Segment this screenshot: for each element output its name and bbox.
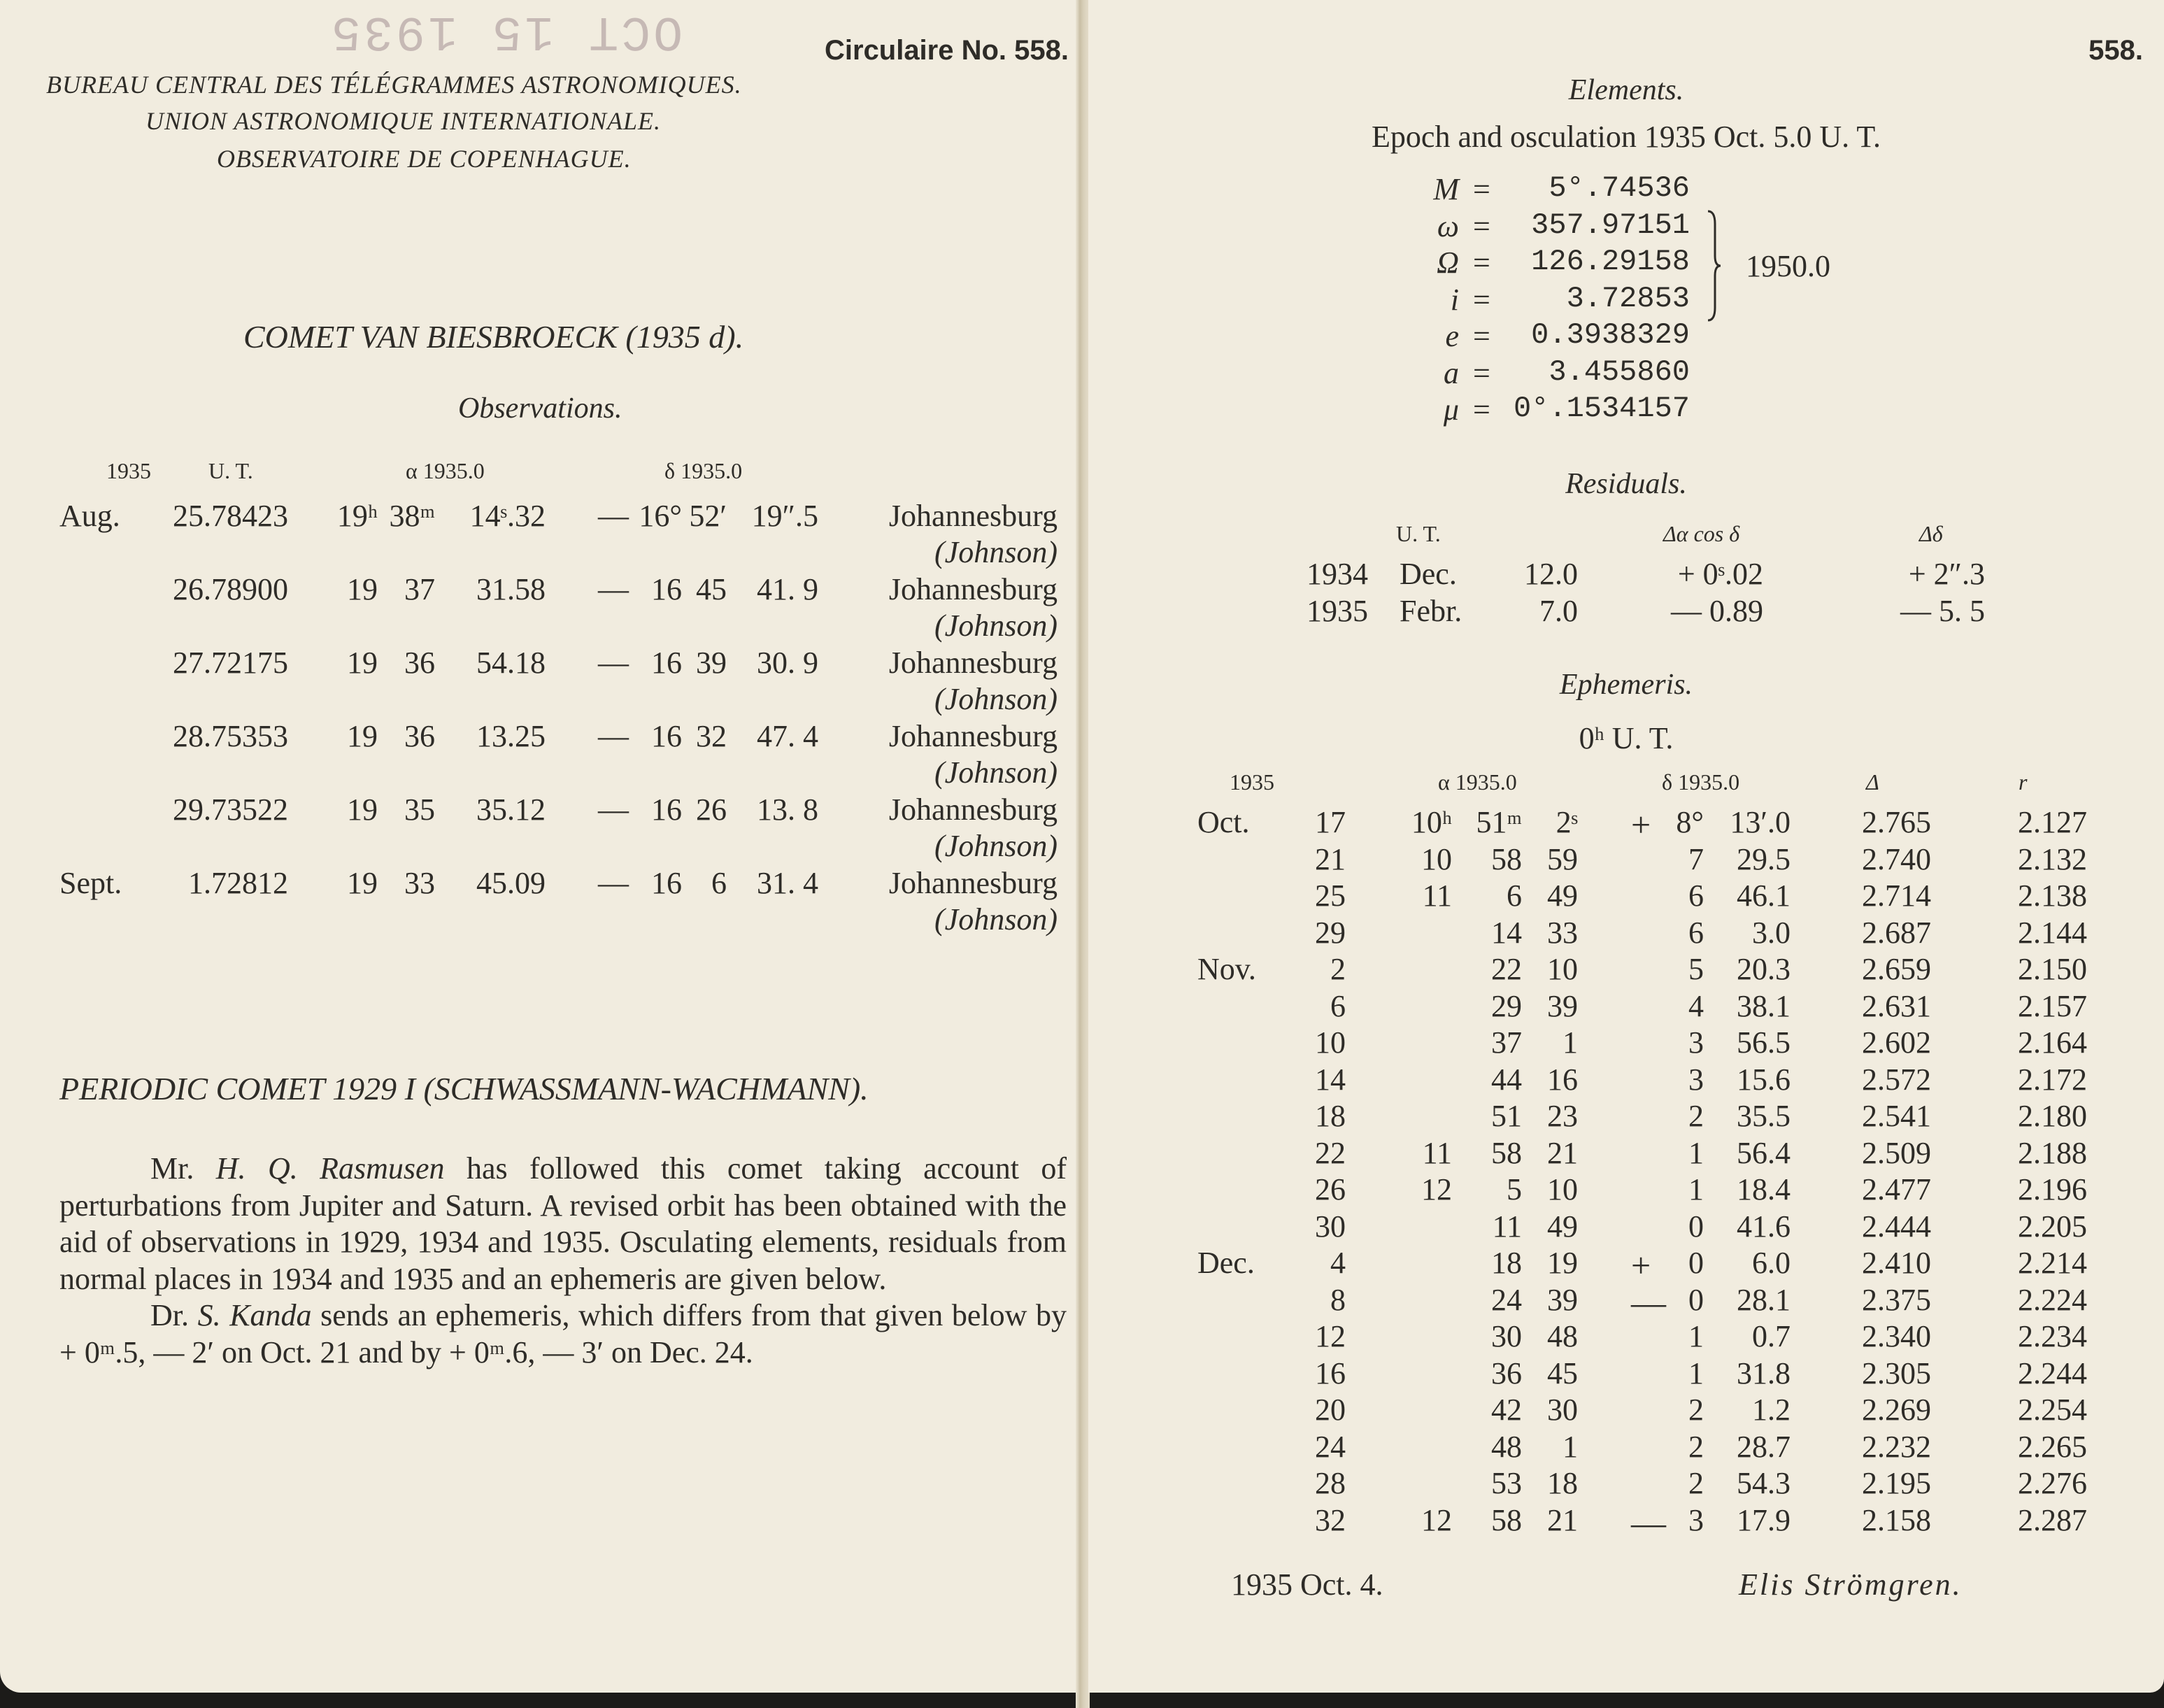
eph-day: 20 [1315,1393,1346,1427]
eph-ra-h: 11 [1422,878,1452,913]
eph-r: 2.196 [2018,1172,2087,1207]
obs-dec-s: 47. 4 [757,719,818,753]
equals-sign: = [1473,172,1490,206]
eph-day: 21 [1315,841,1346,876]
obs-day: 1.72812 [188,866,288,900]
obs-dec-sign: — [598,866,629,900]
eph-day: 2 [1330,952,1346,986]
eph-delta: 2.305 [1862,1355,1931,1390]
obs-ra-h: 19 [347,572,378,606]
eph-r: 2.205 [2018,1209,2087,1244]
eph-ra-s: 45 [1547,1355,1578,1390]
eph-dec-m: 54.3 [1737,1466,1791,1500]
obs-dec-s: 31. 4 [757,866,818,900]
obs-ra-m: 33 [404,866,435,900]
eph-dec-d: 0 [1688,1282,1704,1317]
obs-station: Johannesburg [888,499,1058,533]
obs-dec-s: 13. 8 [757,792,818,827]
obs-dec-m: 32 [696,719,727,753]
eph-ra-m: 5 [1507,1172,1522,1207]
eph-dec-m: 56.4 [1737,1135,1791,1170]
residuals-col-ddec: Δδ [1919,521,1943,546]
eph-dec-m: 38.1 [1737,988,1791,1023]
obs-ra-m: 37 [404,572,435,606]
eph-day: 29 [1315,915,1346,950]
eph-ra-s: 2ˢ [1556,805,1578,839]
obs-ra-h: 19 [347,866,378,900]
eph-dec-m: 15.6 [1737,1062,1791,1097]
eph-ra-h: 12 [1421,1502,1452,1537]
eph-day: 16 [1315,1355,1346,1390]
eph-ra-s: 39 [1547,988,1578,1023]
eph-dec-d: 1 [1688,1355,1704,1390]
obs-ra-m: 35 [404,792,435,827]
obs-station: Johannesburg [888,646,1058,680]
eph-ra-s: 49 [1547,1209,1578,1244]
eph-dec-m: 1.2 [1752,1393,1791,1427]
residual-month: Dec. [1400,557,1457,591]
eph-ra-s: 33 [1547,915,1578,950]
eph-dec-sign: + [1631,1246,1651,1285]
obs-dec-sign: — [598,719,629,753]
eph-ra-m: 51 [1491,1099,1522,1133]
obs-day: 26.78900 [173,572,288,606]
paragraph-kanda [59,1297,1067,1371]
obs-dec-d: 16 [651,572,682,606]
paragraph-prefix: Mr. [150,1151,216,1186]
eph-delta: 2.509 [1862,1135,1931,1170]
equals-sign: = [1473,319,1490,353]
obs-dec-s: 41. 9 [757,572,818,606]
eph-dec-m: 18.4 [1737,1172,1791,1207]
eph-dec-m: 56.5 [1737,1025,1791,1060]
eph-dec-m: 28.7 [1737,1429,1791,1464]
page-number: 558. [2088,35,2143,66]
eph-ra-m: 30 [1491,1319,1522,1353]
obs-station: Johannesburg [888,866,1058,900]
eph-delta: 2.765 [1862,805,1931,839]
eph-ra-m: 53 [1491,1466,1522,1500]
ephemeris-title: Ephemeris. [1559,669,1693,701]
obs-dec-sign: — [598,572,629,606]
eph-dec-m: 41.6 [1737,1209,1791,1244]
eph-dec-sign: — [1631,1502,1666,1542]
obs-dec-d: 16° [639,499,682,533]
eph-dec-sign: + [1631,805,1651,844]
eph-dec-d: 0 [1688,1209,1704,1244]
eph-dec-m: 31.8 [1737,1355,1791,1390]
obs-dec-m: 26 [696,792,727,827]
residuals-col-ut: U. T. [1396,521,1441,546]
eph-delta: 2.340 [1862,1319,1931,1353]
eph-ra-h: 10ʰ [1411,805,1452,839]
eph-col-ra: α 1935.0 [1438,769,1517,795]
eph-ra-s: 39 [1547,1282,1578,1317]
eph-dec-d: 1 [1688,1135,1704,1170]
obs-ra-h: 19 [347,792,378,827]
eph-dec-d: 2 [1688,1466,1704,1500]
eph-day: 25 [1315,878,1346,913]
eph-delta: 2.375 [1862,1282,1931,1317]
obs-dec-sign: — [598,499,629,533]
eph-r: 2.188 [2018,1135,2087,1170]
eph-delta: 2.714 [1862,878,1931,913]
eph-delta: 2.740 [1862,841,1931,876]
obs-ra-s: 54.18 [476,646,546,680]
eph-r: 2.172 [2018,1062,2087,1097]
eph-ra-s: 18 [1547,1466,1578,1500]
col-header-ra: α 1935.0 [406,458,485,483]
element-value: 0.3938329 [1531,318,1690,352]
eph-r: 2.132 [2018,841,2087,876]
eph-r: 2.254 [2018,1393,2087,1427]
eph-dec-d: 3 [1688,1062,1704,1097]
element-value: 3.455860 [1549,355,1690,389]
eph-r: 2.265 [2018,1429,2087,1464]
equals-sign: = [1473,392,1490,427]
element-symbol: M [1433,172,1459,206]
obs-station: Johannesburg [888,792,1058,827]
eph-ra-h: 11 [1422,1135,1452,1170]
ephemeris-subtitle: 0ʰ U. T. [1579,721,1674,755]
element-value: 357.97151 [1531,208,1690,242]
eph-ra-s: 23 [1547,1099,1578,1133]
eph-col-r: r [2019,769,2028,795]
obs-month: Sept. [59,866,122,900]
eph-dec-m: 13′.0 [1730,805,1791,839]
obs-ra-s: 31.58 [476,572,546,606]
obs-ra-h: 19ʰ [336,499,378,533]
eph-dec-m: 6.0 [1752,1246,1791,1280]
eph-delta: 2.687 [1862,915,1931,950]
eph-day: 4 [1330,1246,1346,1280]
element-symbol: Ω [1437,245,1459,280]
eph-ra-s: 48 [1547,1319,1578,1353]
eph-dec-sign: — [1631,1282,1666,1322]
eph-delta: 2.659 [1862,952,1931,986]
eph-day: 8 [1330,1282,1346,1317]
eph-dec-d: 6 [1688,915,1704,950]
eph-delta: 2.631 [1862,988,1931,1023]
obs-dec-d: 16 [651,646,682,680]
eph-ra-s: 10 [1547,1172,1578,1207]
residual-month: Febr. [1400,594,1462,628]
eph-day: 26 [1315,1172,1346,1207]
eph-dec-d: 2 [1688,1099,1704,1133]
obs-dec-m: 52′ [689,499,727,533]
obs-observer: (Johnson) [934,755,1058,790]
eph-month: Nov. [1197,952,1256,986]
eph-ra-s: 49 [1547,878,1578,913]
eph-r: 2.244 [2018,1355,2087,1390]
col-header-dec: δ 1935.0 [664,458,743,483]
eph-delta: 2.477 [1862,1172,1931,1207]
eph-dec-m: 20.3 [1737,952,1791,986]
brace-icon [1707,210,1722,322]
obs-ra-h: 19 [347,646,378,680]
eph-r: 2.224 [2018,1282,2087,1317]
eph-ra-s: 10 [1547,952,1578,986]
eph-r: 2.150 [2018,952,2087,986]
obs-ra-m: 36 [404,719,435,753]
eph-r: 2.138 [2018,878,2087,913]
eph-dec-d: 0 [1688,1246,1704,1280]
eph-dec-m: 29.5 [1737,841,1791,876]
element-symbol: i [1450,282,1459,317]
eph-day: 32 [1315,1502,1346,1537]
eph-ra-m: 36 [1491,1355,1522,1390]
residual-day: 12.0 [1524,557,1578,591]
paragraph-prefix: Dr. [150,1298,198,1332]
eph-r: 2.287 [2018,1502,2087,1537]
eph-month: Oct. [1197,805,1250,839]
eph-ra-s: 1 [1563,1429,1578,1464]
eph-ra-m: 29 [1491,988,1522,1023]
equals-sign: = [1473,355,1490,390]
eph-col-year: 1935 [1230,769,1274,795]
paragraph-text: has followed this comet taking account of perturbations from Jupiter and Saturn. A revised orbit has been obtained with the aid of observations in 1929, 1934 and 1935. Osculating elements, residuals from normal places in 1934 and 1935 and an ephemeris are given below. [59,1151,1067,1296]
eph-ra-m: 48 [1491,1429,1522,1464]
eph-ra-s: 21 [1547,1135,1578,1170]
eph-day: 24 [1315,1429,1346,1464]
eph-ra-s: 21 [1547,1502,1578,1537]
eph-dec-m: 35.5 [1737,1099,1791,1133]
equals-sign: = [1473,208,1490,243]
eph-day: 12 [1315,1319,1346,1353]
equals-sign: = [1473,282,1490,317]
eph-r: 2.214 [2018,1246,2087,1280]
eph-r: 2.276 [2018,1466,2087,1500]
eph-delta: 2.232 [1862,1429,1931,1464]
residual-dra: + 0ˢ.02 [1677,557,1763,591]
eph-ra-m: 11 [1492,1209,1522,1244]
eph-ra-m: 22 [1491,952,1522,986]
eph-dec-m: 3.0 [1752,915,1791,950]
eph-col-dec: δ 1935.0 [1662,769,1740,795]
element-symbol: ω [1437,208,1459,243]
residuals-title: Residuals. [1565,468,1687,500]
eph-delta: 2.269 [1862,1393,1931,1427]
residual-ddec: + 2″.3 [1908,557,1985,591]
eph-day: 30 [1315,1209,1346,1244]
residual-day: 7.0 [1539,594,1578,628]
obs-day: 27.72175 [173,646,288,680]
person-name: H. Q. Rasmusen [215,1151,445,1186]
element-value: 3.72853 [1566,281,1690,315]
obs-ra-s: 35.12 [476,792,546,827]
eph-r: 2.164 [2018,1025,2087,1060]
eph-day: 6 [1330,988,1346,1023]
person-name: S. Kanda [197,1298,312,1332]
elements-title: Elements. [1568,74,1684,106]
comet1-subtitle: Observations. [458,392,622,425]
eph-day: 14 [1315,1062,1346,1097]
eph-dec-m: 28.1 [1737,1282,1791,1317]
circular-number: Circulaire No. 558. [824,35,1069,66]
comet2-text [59,1151,1067,1371]
eph-day: 28 [1315,1466,1346,1500]
eph-delta: 2.602 [1862,1025,1931,1060]
obs-ra-s: 45.09 [476,866,546,900]
obs-dec-d: 16 [651,719,682,753]
residual-year: 1934 [1307,557,1368,591]
comet2-title: PERIODIC COMET 1929 I (SCHWASSMANN-WACHMANN). [59,1071,869,1106]
obs-day: 29.73522 [173,792,288,827]
obs-observer: (Johnson) [934,829,1058,863]
eph-ra-s: 16 [1547,1062,1578,1097]
col-header-year: 1935 [106,458,151,483]
obs-dec-d: 16 [651,866,682,900]
eph-delta: 2.158 [1862,1502,1931,1537]
eph-dec-d: 3 [1688,1025,1704,1060]
eph-delta: 2.410 [1862,1246,1931,1280]
eph-ra-m: 58 [1491,1502,1522,1537]
eph-delta: 2.444 [1862,1209,1931,1244]
eph-dec-d: 7 [1688,841,1704,876]
received-date-stamp: OCT 15 1935 [329,3,683,58]
left-page [0,0,1077,1693]
eph-ra-m: 14 [1491,915,1522,950]
eph-dec-d: 6 [1688,878,1704,913]
eph-ra-h: 10 [1421,841,1452,876]
eph-day: 18 [1315,1099,1346,1133]
eph-day: 17 [1315,805,1346,839]
eph-dec-d: 1 [1688,1172,1704,1207]
eph-dec-d: 8° [1676,805,1704,839]
residual-dra: — 0.89 [1671,594,1763,628]
paragraph-text: sends an ephemeris, which differs from that given below by + 0ᵐ.5, — 2′ on Oct. 21 and by + 0ᵐ.6, — 3′ on Dec. 24. [59,1298,1067,1369]
equals-sign: = [1473,245,1490,280]
elements-epoch: Epoch and osculation 1935 Oct. 5.0 U. T. [1372,120,1881,154]
header-line-bureau: BUREAU CENTRAL DES TÉLÉGRAMMES ASTRONOMIQUES. [46,71,742,99]
eph-r: 2.157 [2018,988,2087,1023]
eph-delta: 2.572 [1862,1062,1931,1097]
obs-observer: (Johnson) [934,609,1058,643]
footer-signature: Elis Strömgren. [1739,1567,1963,1602]
eph-ra-m: 18 [1491,1246,1522,1280]
eph-r: 2.234 [2018,1319,2087,1353]
obs-ra-s: 14ˢ.32 [469,499,546,533]
obs-dec-m: 39 [696,646,727,680]
obs-observer: (Johnson) [934,535,1058,569]
footer-date: 1935 Oct. 4. [1231,1567,1383,1602]
eph-ra-m: 44 [1491,1062,1522,1097]
obs-dec-sign: — [598,646,629,680]
eph-ra-m: 51ᵐ [1476,805,1522,839]
obs-observer: (Johnson) [934,682,1058,716]
obs-dec-s: 19″.5 [751,499,818,533]
eph-ra-s: 1 [1563,1025,1578,1060]
header-line-union: UNION ASTRONOMIQUE INTERNATIONALE. [145,107,662,135]
obs-ra-m: 36 [404,646,435,680]
eph-ra-m: 37 [1491,1025,1522,1060]
element-symbol: μ [1443,392,1459,427]
obs-day: 25.78423 [173,499,288,533]
eph-ra-m: 58 [1491,1135,1522,1170]
paragraph-rasmusen [59,1151,1067,1297]
element-value: 126.29158 [1531,245,1690,278]
eph-ra-m: 24 [1491,1282,1522,1317]
eph-day: 10 [1315,1025,1346,1060]
element-value: 0°.1534157 [1513,392,1690,425]
obs-station: Johannesburg [888,719,1058,753]
comet1-title: COMET VAN BIESBROECK (1935 d). [243,319,744,355]
obs-observer: (Johnson) [934,902,1058,937]
element-symbol: a [1444,355,1459,390]
eph-ra-s: 59 [1547,841,1578,876]
eph-month: Dec. [1197,1246,1255,1280]
eph-delta: 2.541 [1862,1099,1931,1133]
col-header-ut: U. T. [208,458,253,483]
eph-ra-m: 58 [1491,841,1522,876]
right-page [1088,0,2164,1693]
eph-dec-d: 1 [1688,1319,1704,1353]
eph-delta: 2.195 [1862,1466,1931,1500]
residual-year: 1935 [1307,594,1368,628]
eph-r: 2.127 [2018,805,2087,839]
element-symbol: e [1445,319,1459,353]
eph-dec-m: 46.1 [1737,878,1791,913]
eph-dec-m: 17.9 [1737,1502,1791,1537]
eph-dec-d: 2 [1688,1429,1704,1464]
eph-ra-m: 6 [1507,878,1522,913]
eph-day: 22 [1315,1135,1346,1170]
obs-dec-m: 45 [696,572,727,606]
obs-dec-s: 30. 9 [757,646,818,680]
residuals-col-dra: Δα cos δ [1663,521,1740,546]
obs-ra-h: 19 [347,719,378,753]
obs-ra-s: 13.25 [476,719,546,753]
eph-dec-m: 0.7 [1752,1319,1791,1353]
eph-ra-h: 12 [1421,1172,1452,1207]
residual-ddec: — 5. 5 [1900,594,1985,628]
elements-equinox: 1950.0 [1746,249,1830,283]
element-value: 5°.74536 [1549,171,1690,205]
eph-dec-d: 5 [1688,952,1704,986]
eph-ra-s: 30 [1547,1393,1578,1427]
obs-station: Johannesburg [888,572,1058,606]
book-spine [1076,0,1090,1708]
obs-month: Aug. [59,499,120,533]
eph-dec-d: 2 [1688,1393,1704,1427]
eph-dec-d: 3 [1688,1502,1704,1537]
header-line-observatory: OBSERVATOIRE DE COPENHAGUE. [217,145,632,173]
eph-col-delta: Δ [1866,769,1879,795]
eph-ra-s: 19 [1547,1246,1578,1280]
obs-dec-sign: — [598,792,629,827]
eph-dec-d: 4 [1688,988,1704,1023]
obs-dec-m: 6 [711,866,727,900]
eph-r: 2.144 [2018,915,2087,950]
obs-dec-d: 16 [651,792,682,827]
eph-ra-m: 42 [1491,1393,1522,1427]
eph-r: 2.180 [2018,1099,2087,1133]
obs-ra-m: 38ᵐ [389,499,435,533]
obs-day: 28.75353 [173,719,288,753]
